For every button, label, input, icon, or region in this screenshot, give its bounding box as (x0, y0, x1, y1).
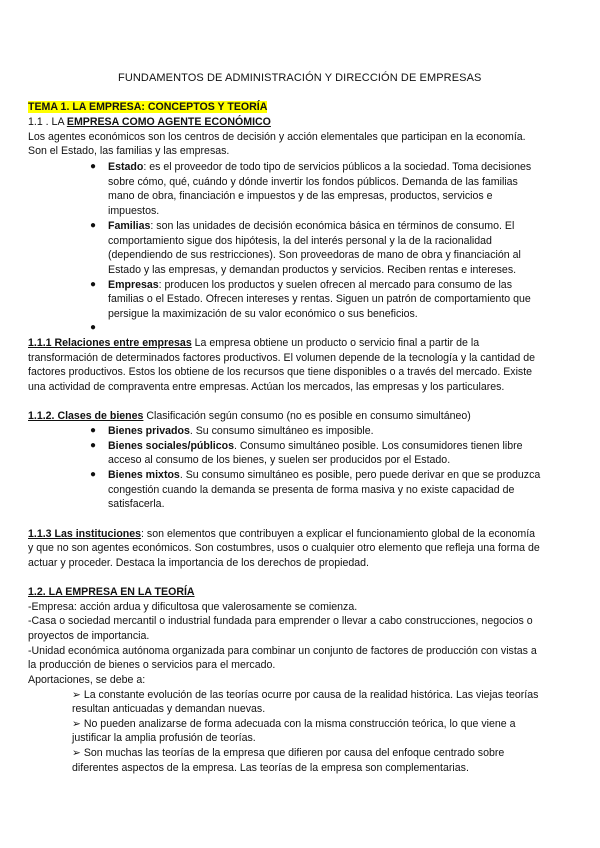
empresas-line (108, 278, 512, 292)
document-header: FUNDAMENTOS DE ADMINISTRACIÓN Y DIRECCIÓN DE EMPRESAS (118, 72, 482, 84)
arrow-item-line: ➢ La constante evolución de las teorías ocurre por causa de la realidad histórica. Las viejas teorías (72, 689, 539, 701)
arrow-item-line: resultan anticuadas y demandan nuevas. (72, 703, 266, 715)
tema-heading-text: TEMA 1. LA EMPRESA: CONCEPTOS Y TEORÍA (28, 101, 268, 113)
estado-line (108, 160, 531, 174)
arrow-item-line: ➢ No pueden analizarse de forma adecuada con la misma construcción teórica, lo que viene a (72, 718, 516, 730)
bienes-mixtos-line: congestión cuando la demanda se presenta de forma masiva y no existe capacidad de (108, 484, 515, 496)
bienes-privados-term: Bienes privados (108, 425, 190, 437)
bienes-privados-text: . Su consumo simultáneo es imposible. (189, 425, 374, 437)
bullet-icon: ● (90, 322, 97, 333)
section-1-2-line: la producción de bienes o servicios para el mercado. (28, 659, 276, 671)
arrow-item-line: justificar la amplia profusión de teorías. (72, 732, 256, 744)
bullet-icon: ● (90, 279, 97, 290)
section-1-1-title: EMPRESA COMO AGENTE ECONÓMICO (66, 116, 271, 128)
familias-term: Familias (108, 220, 151, 232)
bullet-icon: ● (90, 220, 97, 231)
estado-line: mano de obra, financiación e impuestos y de las empresas, productos, servicios e (108, 190, 493, 202)
bienes-sociales-text: . Consumo simultáneo posible. Los consumidores tienen libre (234, 440, 523, 452)
section-1-1-prefix: 1.1 . LA (28, 116, 67, 128)
estado-line: impuestos. (108, 205, 160, 217)
estado-term: Estado (108, 161, 144, 173)
bienes-mixtos-line: satisfacerla. (108, 498, 165, 510)
section-1-1-1-text: La empresa obtiene un producto o servicio final a partir de la (191, 337, 480, 349)
section-1-1-3-line: actuar y proceder. Destaca la importancia de los derechos de propiedad. (28, 557, 369, 569)
familias-line: comportamiento sigue dos hipótesis, la del interés personal y la de la racionalidad (108, 235, 492, 247)
intro-line: Los agentes económicos son los centros de decisión y acción elementales que participan en la economía. (28, 131, 526, 143)
empresas-line: familias o el Estado. Ofrecen intereses y rentas. Siguen un patrón de comportamiento que (108, 293, 531, 305)
bienes-mixtos-term: Bienes mixtos (108, 469, 180, 481)
familias-line: Estado y las empresas, y demandan productos y servicios. Reciben rentas e intereses. (108, 264, 517, 276)
section-1-1-1-line (28, 336, 479, 350)
section-1-2-line: proyectos de importancia. (28, 630, 150, 642)
section-1-1-1-line: transformación de determinados factores productivos. El volumen depende de la tecnología y la cantidad de (28, 352, 536, 364)
bienes-privados-line (108, 424, 374, 438)
arrow-item-line: ➢ Son muchas las teorías de la empresa que difieren por causa del enfoque centrado sobre (72, 747, 505, 759)
empresas-line: persigue la maximización de su valor económico o sus beneficios. (108, 308, 418, 320)
arrow-item-line: diferentes aspectos de la empresa. Las teorías de la empresa son complementarias. (72, 762, 469, 774)
estado-text: : es el proveedor de todo tipo de servicios públicos a la sociedad. Toma decisiones (143, 161, 532, 173)
familias-line: (dependiendo de sus restricciones). Son proveedoras de mano de obra y financiación al (108, 249, 521, 261)
section-1-1-1-title: 1.1.1 Relaciones entre empresas (28, 337, 192, 349)
bullet-icon: ● (90, 469, 97, 480)
bullet-icon: ● (90, 440, 97, 451)
intro-line: Son el Estado, las familias y las empresas. (28, 145, 230, 157)
section-1-1-2-line (28, 409, 471, 423)
section-1-2-title: 1.2. LA EMPRESA EN LA TEORÍA (28, 586, 195, 598)
section-1-1-3-line: y que no son agentes económicos. Son costumbres, usos o cualquier otro elemento que refleja una forma de (28, 542, 540, 554)
section-1-1-2-title: 1.1.2. Clases de bienes (28, 410, 144, 422)
section-1-1-3-text: : son elementos que contribuyen a explicar el funcionamiento global de la economía (141, 528, 536, 540)
section-1-1-1-line: una actividad de compraventa entre empresas. Actúan los mercados, las empresas y los particulares. (28, 381, 505, 393)
estado-line: sobre cómo, qué, cuándo y dónde invertir los fondos públicos. Demanda de las familias (108, 176, 518, 188)
section-1-2-line: -Casa o sociedad mercantil o industrial fundada para emprender o llevar a cabo construcciones, negocios o (28, 615, 533, 627)
section-1-1-heading (28, 115, 271, 129)
bullet-icon: ● (90, 425, 97, 436)
bullet-icon: ● (90, 161, 97, 172)
bienes-mixtos-line (108, 468, 540, 482)
section-1-2-line: -Empresa: acción ardua y dificultosa que valerosamente se comienza. (28, 601, 358, 613)
empresas-text: : producen los productos y suelen ofrecen al mercado para consumo de las (158, 279, 512, 291)
bienes-sociales-term: Bienes sociales/públicos (108, 440, 234, 452)
section-1-1-1-line: factores productivos. Estos los obtiene de los recursos que tiene disponibles o a través del mercado. Existe (28, 366, 533, 378)
section-1-1-3-title: 1.1.3 Las instituciones (28, 528, 142, 540)
familias-text: : son las unidades de decisión económica básica en términos de consumo. El (150, 220, 515, 232)
section-1-1-2-text: Clasificación según consumo (no es posible en consumo simultáneo) (143, 410, 471, 422)
tema-heading (28, 100, 267, 114)
bienes-sociales-line (108, 439, 523, 453)
empresas-term: Empresas (108, 279, 159, 291)
section-1-1-3-line (28, 527, 535, 541)
familias-line (108, 219, 514, 233)
section-1-2-line: Aportaciones, se debe a: (28, 674, 146, 686)
section-1-2-line: -Unidad económica autónoma organizada para combinar un conjunto de factores de producción con vistas a (28, 645, 537, 657)
bienes-mixtos-text: . Su consumo simultáneo es posible, pero puede derivar en que se produzca (179, 469, 541, 481)
bienes-sociales-line: acceso al consumo de los bienes, y suelen ser producidos por el Estado. (108, 454, 451, 466)
